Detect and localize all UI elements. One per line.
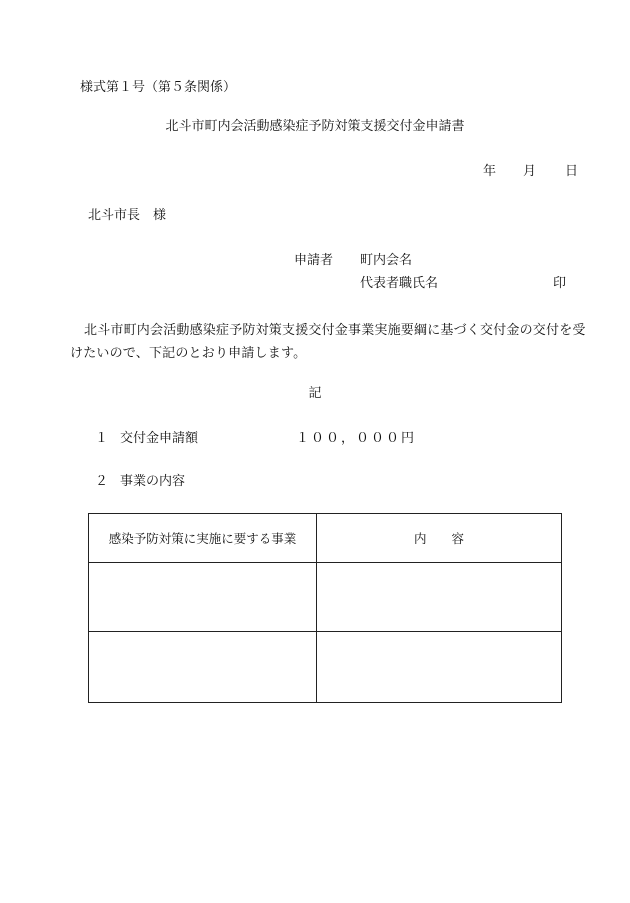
table-cell-content[interactable] [317, 563, 562, 632]
org-name-label: 町内会名 [360, 253, 413, 268]
seal-label: 印 [553, 276, 567, 291]
ki-heading: 記 [308, 386, 322, 401]
table-cell-project[interactable] [89, 632, 317, 703]
item-number: ２ [95, 474, 109, 489]
project-content-table [88, 513, 562, 703]
grant-amount-label: 交付金申請額 [120, 431, 199, 446]
table-cell-project[interactable] [89, 563, 317, 632]
grant-amount-value: １００，０００円 [296, 431, 417, 446]
date-year-label: 年 [483, 164, 497, 179]
form-number: 様式第１号（第５条関係） [80, 80, 237, 95]
item-number: １ [95, 431, 109, 446]
applicant-label: 申請者 [294, 253, 334, 268]
table-header-row [89, 514, 562, 563]
document-title: 北斗市町内会活動感染症予防対策支援交付金申請書 [165, 119, 465, 134]
request-statement: 北斗市町内会活動感染症予防対策支援交付金事業実施要綱に基づく交付金の交付を受けたいので、下記のとおり申請します。 [70, 323, 586, 361]
table-row [89, 632, 562, 703]
date-month-label: 月 [523, 164, 537, 179]
project-content-label: 事業の内容 [120, 474, 186, 489]
representative-name-label: 代表者職氏名 [360, 276, 439, 291]
date-day-label: 日 [565, 164, 579, 179]
table-header-project: 感染予防対策に実施に要する事業 [89, 514, 317, 563]
table-row [89, 563, 562, 632]
table-cell-content[interactable] [317, 632, 562, 703]
table-header-content: 内 容 [317, 514, 562, 563]
addressee: 北斗市長 様 [88, 208, 167, 223]
